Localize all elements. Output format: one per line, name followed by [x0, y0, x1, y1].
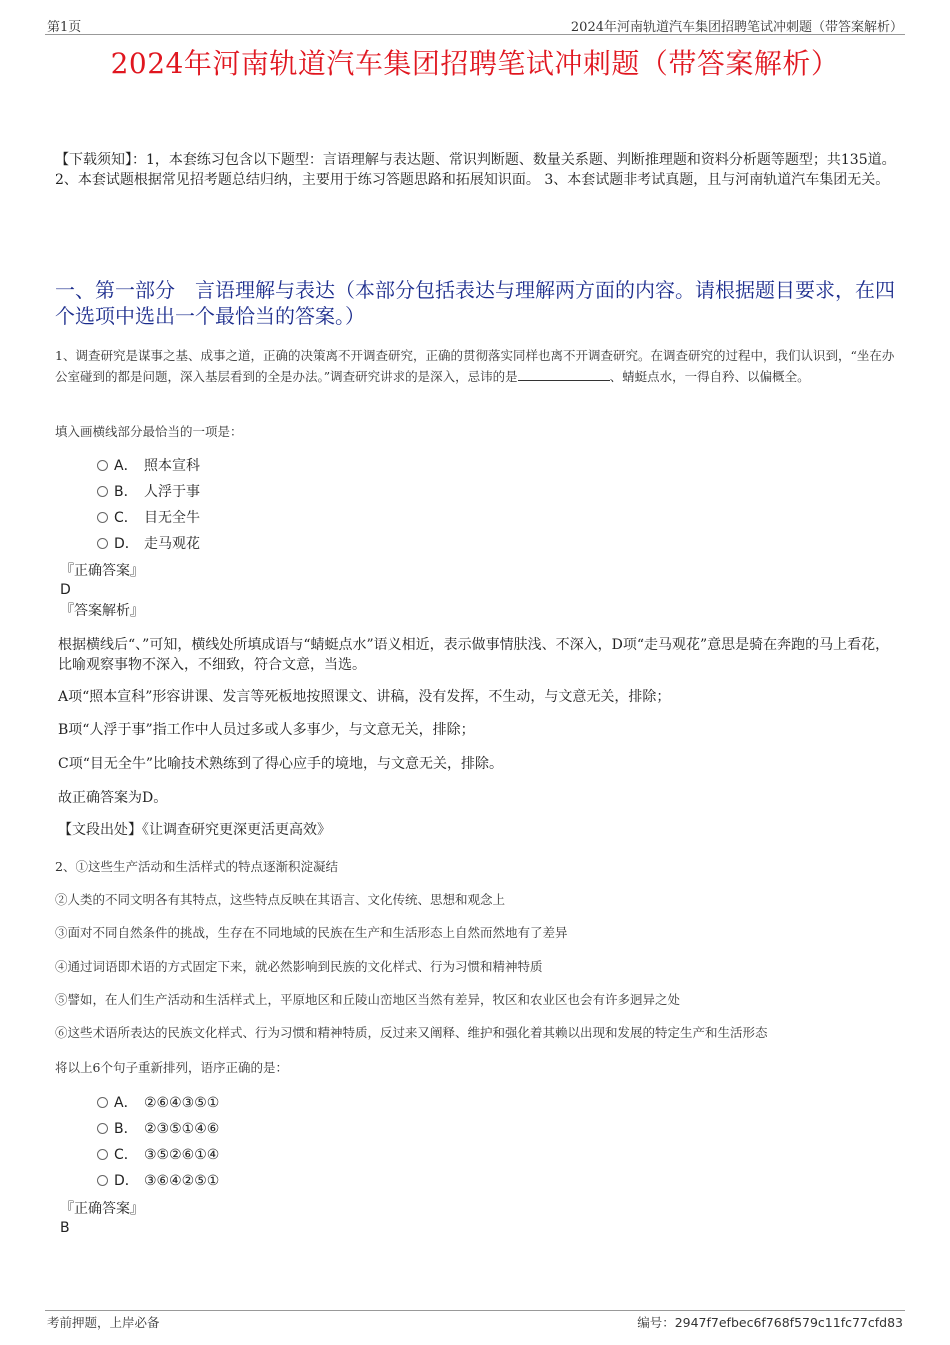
footer-slogan: 考前押题，上岸必备: [47, 1315, 160, 1330]
q1-option-b[interactable]: [97, 482, 200, 502]
q2-option-c[interactable]: [97, 1145, 219, 1165]
radio-icon[interactable]: [97, 486, 108, 497]
option-text: 照本宣科: [144, 458, 200, 474]
q1-analysis-paragraph: 根据横线后“、”可知，横线处所填成语与“蜻蜓点水”语义相近，表示做事情肤浅、不深入，D项“走马观花”意思是骑在奔跑的马上看花，比喻观察事物不深入，不细致，符合文意，当选。: [58, 637, 890, 673]
radio-icon[interactable]: [97, 512, 108, 523]
option-letter: A．: [114, 1095, 138, 1111]
q1-option-c[interactable]: [97, 508, 200, 528]
footer-code: [637, 1313, 903, 1331]
q2-sentence: ②人类的不同文明各有其特点，这些特点反映在其语言、文化传统、思想和观念上: [55, 892, 506, 907]
option-letter: C．: [114, 510, 138, 526]
footer-divider: [45, 1310, 905, 1311]
q2-sentence: ⑤譬如，在人们生产活动和生活样式上，平原地区和丘陵山峦地区当然有差异，牧区和农业区也会有许多迥异之处: [55, 992, 681, 1007]
q1-analysis-paragraph: A项“照本宣科”形容讲课、发言等死板地按照课文、讲稿，没有发挥，不生动，与文意无关，排除；: [58, 689, 671, 705]
radio-icon[interactable]: [97, 1097, 108, 1108]
q1-option-a[interactable]: [97, 456, 200, 476]
q1-analysis-paragraph: C项“目无全牛”比喻技术熟练到了得心应手的境地，与文意无关，排除。: [58, 756, 504, 772]
option-letter: B．: [114, 1121, 138, 1137]
radio-icon[interactable]: [97, 1175, 108, 1186]
option-text: ②⑥④③⑤①: [144, 1095, 220, 1111]
option-text: 走马观花: [144, 536, 200, 552]
radio-icon[interactable]: [97, 460, 108, 471]
radio-icon[interactable]: [97, 538, 108, 549]
option-text: 目无全牛: [144, 510, 200, 526]
option-letter: C．: [114, 1147, 138, 1163]
footer-code-label: 编号：: [637, 1315, 675, 1330]
question-2-prompt: 将以上6个句子重新排列，语序正确的是：: [55, 1060, 288, 1075]
q2-option-d[interactable]: [97, 1171, 219, 1191]
option-letter: D．: [114, 1173, 139, 1189]
radio-icon[interactable]: [97, 1123, 108, 1134]
answer-blank: [518, 368, 610, 381]
running-header-title: 2024年河南轨道汽车集团招聘笔试冲刺题（带答案解析）: [570, 20, 903, 35]
option-letter: D．: [114, 536, 139, 552]
download-notice: 【下载须知】：1，本套练习包含以下题型：言语理解与表达题、常识判断题、数量关系题、判断推理题和资料分析题等题型；共135道。 2、本套试题根据常见招考题总结归纳，主要用于练习答题思路和拓展知识面。 3、本套试题非考试真题，且与河南轨道汽车集团无关。: [55, 152, 896, 188]
q2-answer-label: 『正确答案』: [60, 1201, 144, 1217]
option-letter: B．: [114, 484, 138, 500]
q1-source: 【文段出处】《让调查研究更深更活更高效》: [58, 822, 331, 838]
q1-answer-label: 『正确答案』: [60, 563, 144, 579]
q2-sentence: ④通过词语即术语的方式固定下来，就必然影响到民族的文化样式、行为习惯和精神特质: [55, 959, 543, 974]
q1-answer: D: [60, 582, 71, 598]
question-1-stem-before: 1、调查研究是谋事之基、成事之道，正确的决策离不开调查研究，正确的贯彻落实同样也离不开调查研究。在调查研究的过程中，我们认识到，“坐在办公室碰到的都是问题，深入基层看到的全是办法。”调查研究讲求的是深入，忌讳的是: [55, 348, 895, 384]
q2-sentence: ⑥这些术语所表达的民族文化样式、行为习惯和精神特质，反过来又阐释、维护和强化着其赖以出现和发展的特定生产和生活形态: [55, 1025, 768, 1040]
question-1-stem: [55, 345, 900, 387]
footer-code-value: 2947f7efbec6f768f579c11fc77cfd83: [674, 1315, 903, 1330]
page-number: 第1页: [47, 20, 82, 35]
q2-option-b[interactable]: [97, 1119, 219, 1139]
q2-answer: B: [60, 1220, 70, 1236]
option-text: ③⑥④②⑤①: [144, 1173, 220, 1189]
q2-sentence: 2、①这些生产活动和生活样式的特点逐渐积淀凝结: [55, 859, 338, 874]
document-title: 2024年河南轨道汽车集团招聘笔试冲刺题（带答案解析）: [110, 47, 840, 80]
header-divider: [45, 34, 905, 35]
q1-analysis-paragraph: 故正确答案为D。: [58, 790, 168, 806]
question-1-prompt: 填入画横线部分最恰当的一项是：: [55, 424, 243, 439]
q1-analysis-paragraph: B项“人浮于事”指工作中人员过多或人多事少，与文意无关，排除；: [58, 722, 475, 738]
q1-analysis-label: 『答案解析』: [60, 603, 144, 619]
question-1-stem-after: 、蜻蜓点水，一得自矜、以偏概全。: [609, 369, 810, 384]
option-text: 人浮于事: [144, 484, 200, 500]
section-heading: 一、第一部分 言语理解与表达（本部分包括表达与理解两方面的内容。请根据题目要求，在四个选项中选出一个最恰当的答案。）: [55, 278, 895, 328]
q1-option-d[interactable]: [97, 534, 200, 554]
q2-option-a[interactable]: [97, 1093, 219, 1113]
option-letter: A．: [114, 458, 138, 474]
option-text: ②③⑤①④⑥: [144, 1121, 220, 1137]
q2-sentence: ③面对不同自然条件的挑战，生存在不同地域的民族在生产和生活形态上自然而然地有了差异: [55, 925, 568, 940]
radio-icon[interactable]: [97, 1149, 108, 1160]
option-text: ③⑤②⑥①④: [144, 1147, 220, 1163]
